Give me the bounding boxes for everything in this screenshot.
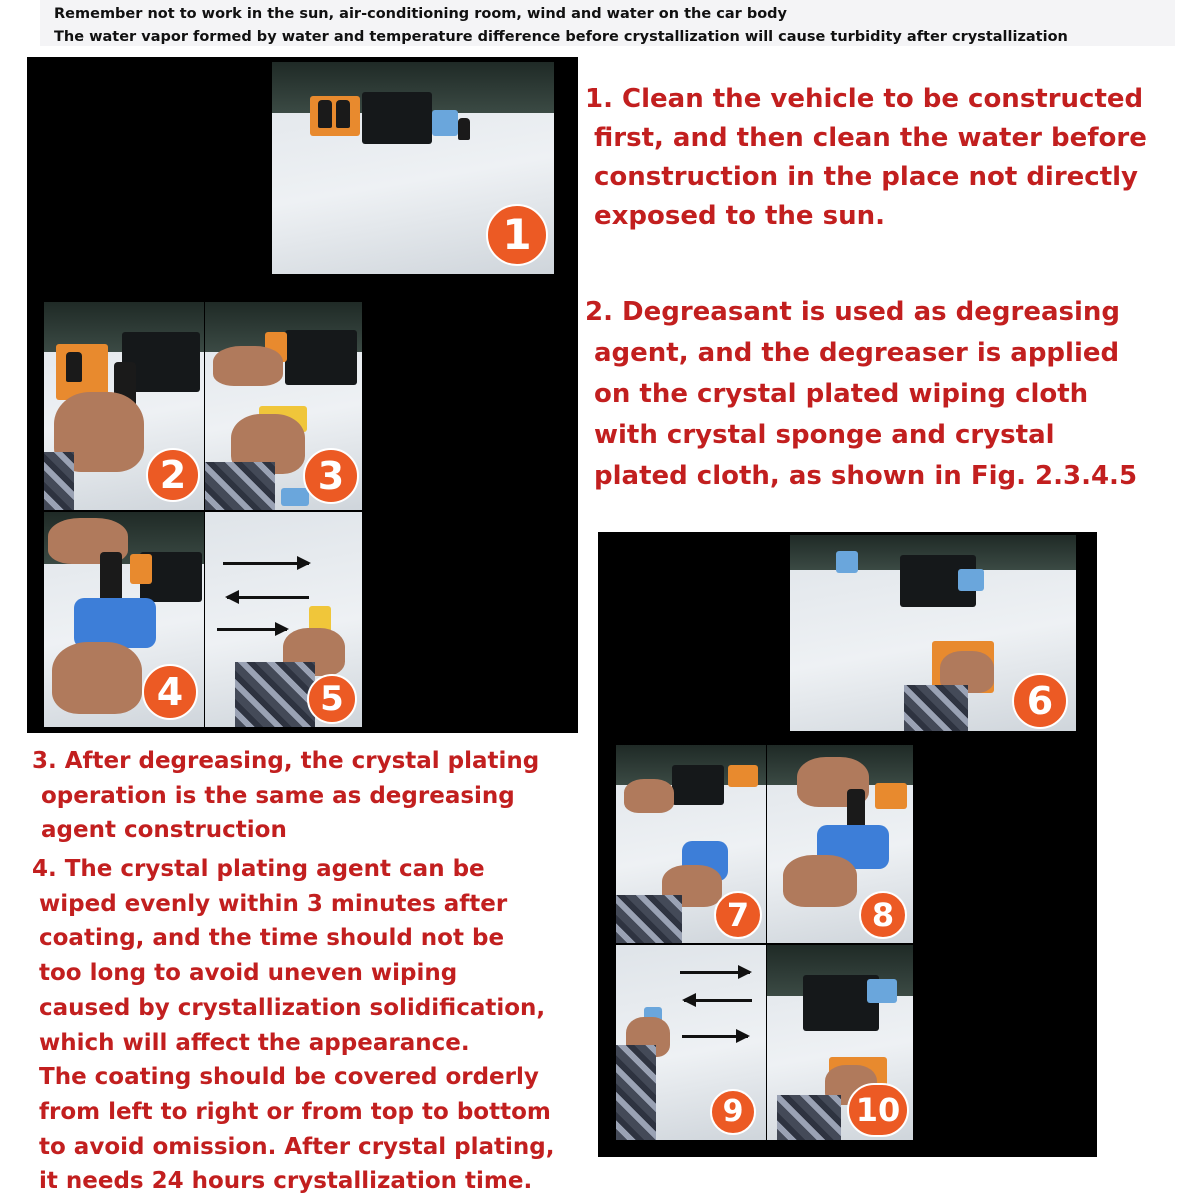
photo-step-2: [44, 302, 204, 510]
step-4-line: it needs 24 hours crystallization time.: [39, 1168, 533, 1195]
arrow-right-icon: [217, 628, 287, 631]
arrow-left-icon: [684, 999, 752, 1002]
step-badge-2: 2: [146, 448, 200, 502]
warning-line-1: Remember not to work in the sun, air-conditioning room, wind and water on the car body: [54, 6, 787, 22]
step-1-line: construction in the place not directly: [594, 162, 1138, 192]
arrow-right-icon: [682, 1035, 748, 1038]
step-4-text: [32, 852, 554, 1199]
step-2-line: with crystal sponge and crystal: [594, 420, 1055, 450]
step-1-text: [585, 80, 1147, 236]
photo-step-3: [205, 302, 362, 510]
step-badge-5: 5: [307, 674, 357, 724]
photo-step-6: [790, 535, 1076, 731]
warning-banner: [40, 0, 1175, 46]
arrow-left-icon: [227, 596, 309, 599]
step-badge-7: 7: [714, 891, 762, 939]
step-3-line: operation is the same as degreasing: [41, 782, 515, 809]
step-4-line: wiped evenly within 3 minutes after: [39, 890, 508, 917]
step-2-line: plated cloth, as shown in Fig. 2.3.4.5: [594, 461, 1138, 491]
step-2-line: 2. Degreasant is used as degreasing: [585, 297, 1121, 327]
arrow-right-icon: [680, 971, 750, 974]
step-4-line: from left to right or from top to bottom: [39, 1098, 551, 1125]
step-badge-3: 3: [303, 448, 359, 504]
photo-step-8: [767, 745, 913, 943]
step-4-line: The coating should be covered orderly: [39, 1064, 539, 1091]
photo-step-5: [205, 512, 362, 727]
step-4-line: too long to avoid uneven wiping: [39, 960, 458, 987]
arrow-right-icon: [223, 562, 309, 565]
step-1-line: exposed to the sun.: [594, 201, 885, 231]
photo-step-1: [272, 62, 554, 274]
step-badge-10: 10: [847, 1083, 909, 1137]
step-4-line: 4. The crystal plating agent can be: [32, 856, 485, 882]
photo-step-4: [44, 512, 204, 727]
step-4-line: coating, and the time should not be: [39, 925, 505, 952]
step-1-line: first, and then clean the water before: [594, 123, 1147, 153]
step-badge-4: 4: [142, 664, 198, 720]
step-badge-1: 1: [486, 204, 548, 266]
step-badge-9: 9: [710, 1089, 756, 1135]
step-3-text: [32, 744, 539, 848]
step-4-line: to avoid omission. After crystal plating,: [39, 1133, 555, 1160]
photo-step-7: [616, 745, 766, 943]
step-3-line: 3. After degreasing, the crystal plating: [32, 748, 540, 774]
photo-step-9: [616, 945, 766, 1140]
warning-line-2: The water vapor formed by water and temperature difference before crystallization will cause turbidity after crystallization: [54, 29, 1068, 45]
step-badge-6: 6: [1012, 673, 1068, 729]
step-2-line: agent, and the degreaser is applied: [594, 338, 1120, 368]
step-2-text: [585, 292, 1137, 497]
step-1-line: 1. Clean the vehicle to be constructed: [585, 84, 1144, 114]
step-badge-8: 8: [859, 891, 907, 939]
step-4-line: which will affect the appearance.: [39, 1029, 470, 1056]
step-2-line: on the crystal plated wiping cloth: [594, 379, 1089, 409]
step-3-line: agent construction: [41, 817, 287, 843]
step-4-line: caused by crystallization solidification,: [39, 994, 546, 1021]
photo-step-10: [767, 945, 913, 1140]
